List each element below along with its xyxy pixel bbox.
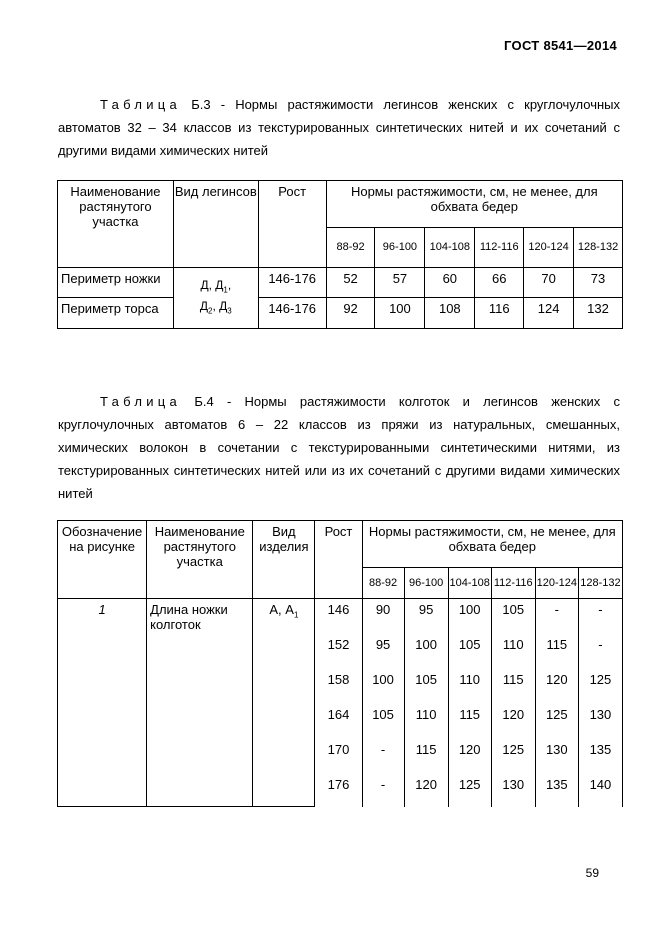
table-cell: 110: [491, 634, 535, 669]
hip-size-header: 112-116: [491, 568, 535, 599]
table-cell: 130: [578, 704, 622, 739]
table-cell: 95: [404, 599, 448, 634]
table-cell: 125: [535, 704, 578, 739]
header-height: Рост: [315, 521, 362, 599]
row-height: 146-176: [258, 268, 326, 298]
row-height: 152: [315, 634, 362, 669]
table-cell: -: [362, 774, 404, 807]
table-cell: 100: [362, 669, 404, 704]
row-height: 164: [315, 704, 362, 739]
hip-size-header: 112-116: [475, 228, 524, 268]
table-cell: 125: [578, 669, 622, 704]
row-name: Периметр ножки: [58, 268, 174, 298]
row-height: 146: [315, 599, 362, 634]
type-value: А, $А_1$: [253, 599, 315, 807]
header-type: Вид изделия: [253, 521, 315, 599]
table-cell: 52: [326, 268, 375, 298]
table-cell: 110: [404, 704, 448, 739]
table-cell: 135: [535, 774, 578, 807]
table-cell: 100: [375, 298, 425, 329]
hip-size-header: 96-100: [375, 228, 425, 268]
row-height: 176: [315, 774, 362, 807]
table-cell: 57: [375, 268, 425, 298]
header-name: Наименование растянутого участка: [58, 181, 174, 268]
hip-size-header: 120-124: [535, 568, 578, 599]
row-height: 158: [315, 669, 362, 704]
hip-size-header: 128-132: [578, 568, 622, 599]
caption-label: Таблица: [100, 97, 182, 112]
table-cell: 95: [362, 634, 404, 669]
table-cell: 124: [524, 298, 574, 329]
table-cell: 105: [404, 669, 448, 704]
table-b3: [57, 180, 623, 329]
table-cell: 132: [574, 298, 623, 329]
table-cell: 105: [362, 704, 404, 739]
caption-text: - Нормы растяжимости колготок и легинсов женских с круглочулочных автоматов 6 – 22 классов из пряжи из натуральных, смешанных, химических волокон в сочетании с текстурированными синтетическими нитями, из текстурированных синтетических нитей или из их сочетаний с другими видами химических нитей: [58, 394, 620, 501]
table-cell: 115: [491, 669, 535, 704]
document-code: ГОСТ 8541—2014: [504, 38, 617, 53]
table-cell: 70: [524, 268, 574, 298]
table-cell: -: [362, 739, 404, 774]
table-cell: -: [535, 599, 578, 634]
page-number: 59: [585, 866, 599, 880]
table-cell: 115: [404, 739, 448, 774]
row-height: 170: [315, 739, 362, 774]
caption-text: - Нормы растяжимости легинсов женских с круглочулочных автоматов 32 – 34 классов из текстурированных синтетических нитей и их сочетаний с другими видами химических нитей: [58, 97, 620, 158]
table-b4-caption: [58, 390, 620, 505]
table-cell: 115: [448, 704, 491, 739]
hip-size-header: 120-124: [524, 228, 574, 268]
header-height: Рост: [258, 181, 326, 268]
table-cell: 66: [475, 268, 524, 298]
header-norms: Нормы растяжимости, см, не менее, для обхвата бедер: [362, 521, 622, 568]
table-cell: 135: [578, 739, 622, 774]
hip-size-header: 88-92: [362, 568, 404, 599]
hip-size-header: 104-108: [448, 568, 491, 599]
table-cell: 92: [326, 298, 375, 329]
table-cell: -: [578, 634, 622, 669]
table-cell: 120: [448, 739, 491, 774]
table-cell: 60: [425, 268, 475, 298]
table-b3-caption: [58, 93, 620, 162]
row-height: 146-176: [258, 298, 326, 329]
type-value: Д, $Д_1$, $Д_2$, $Д_3$: [173, 268, 258, 329]
table-cell: 100: [404, 634, 448, 669]
figure-ref: 1: [58, 599, 147, 807]
table-cell: 73: [574, 268, 623, 298]
caption-number: Б.4: [194, 394, 214, 409]
table-cell: 140: [578, 774, 622, 807]
caption-number: Б.3: [191, 97, 211, 112]
table-cell: 120: [404, 774, 448, 807]
hip-size-header: 88-92: [326, 228, 375, 268]
hip-size-header: 128-132: [574, 228, 623, 268]
table-cell: -: [578, 599, 622, 634]
header-type: Вид легинсов: [173, 181, 258, 268]
table-cell: 100: [448, 599, 491, 634]
table-cell: 105: [491, 599, 535, 634]
table-cell: 130: [535, 739, 578, 774]
table-cell: 110: [448, 669, 491, 704]
table-cell: 116: [475, 298, 524, 329]
table-cell: 125: [448, 774, 491, 807]
hip-size-header: 96-100: [404, 568, 448, 599]
header-name: Наименование растянутого участка: [147, 521, 253, 599]
table-cell: 120: [535, 669, 578, 704]
table-cell: 120: [491, 704, 535, 739]
table-cell: 115: [535, 634, 578, 669]
caption-label: Таблица: [100, 394, 182, 409]
table-b4: [57, 520, 623, 807]
row-name: Длина ножки колготок: [147, 599, 253, 807]
row-name: Периметр торса: [58, 298, 174, 329]
table-cell: 105: [448, 634, 491, 669]
table-cell: 130: [491, 774, 535, 807]
hip-size-header: 104-108: [425, 228, 475, 268]
table-cell: 125: [491, 739, 535, 774]
table-cell: 108: [425, 298, 475, 329]
table-cell: 90: [362, 599, 404, 634]
header-figure: Обозначение на рисунке: [58, 521, 147, 599]
header-norms: Нормы растяжимости, см, не менее, для обхвата бедер: [326, 181, 622, 228]
